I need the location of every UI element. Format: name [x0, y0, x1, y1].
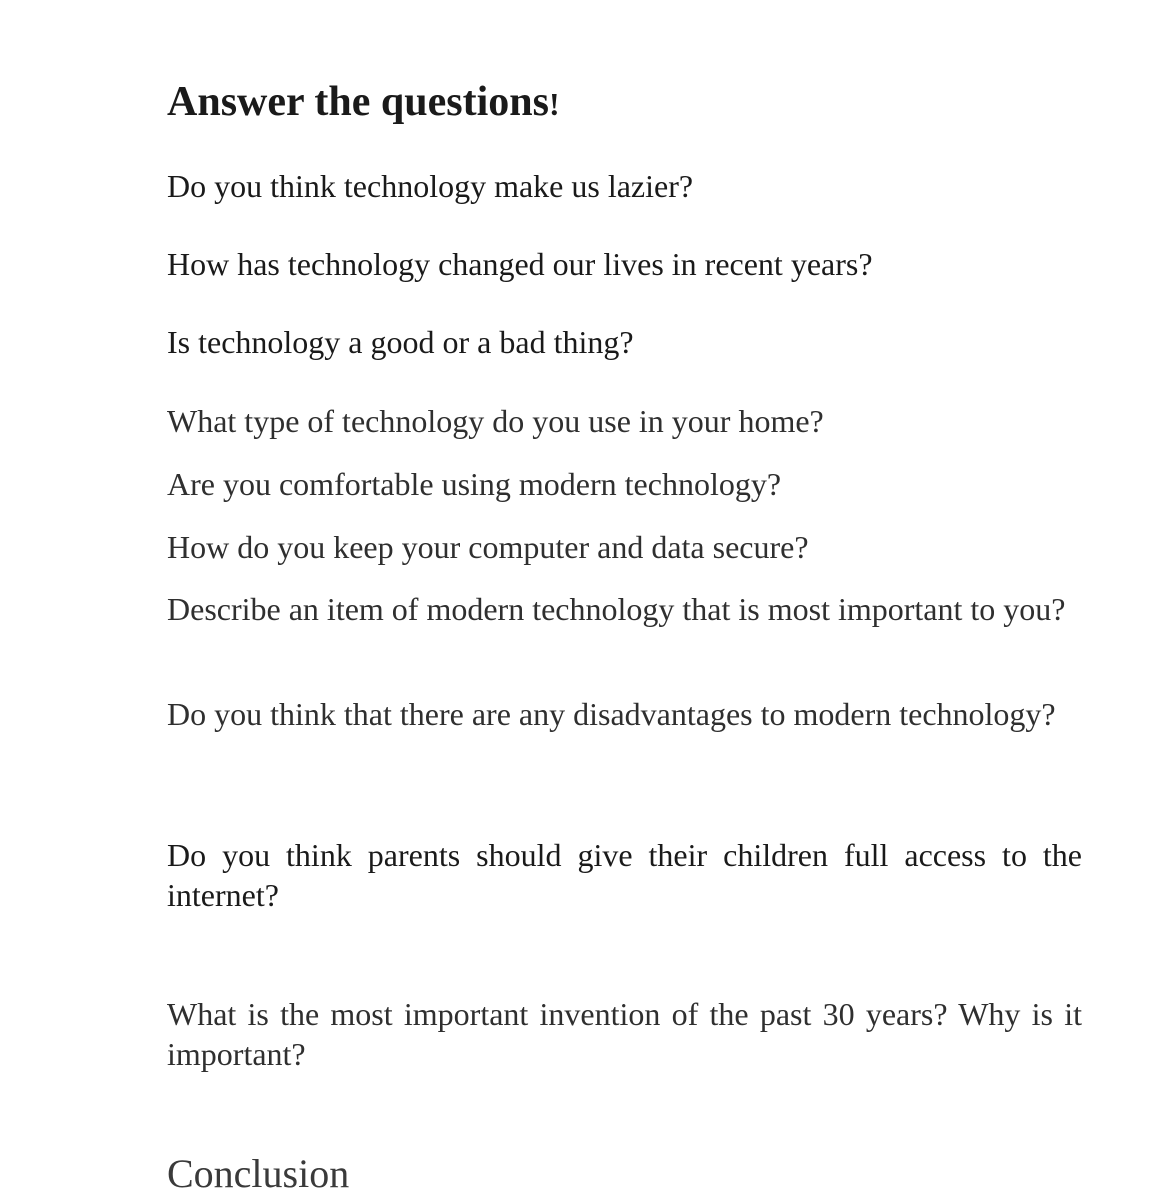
- cutoff-heading: [167, 1151, 467, 1196]
- question-6: How do you keep your computer and data secure?: [167, 529, 809, 565]
- page-title: [167, 78, 560, 128]
- question-5: Are you comfortable using modern technology?: [167, 466, 782, 502]
- title-exclamation: !: [548, 86, 560, 122]
- question-8: Do you think that there are any disadvantages to modern technology?: [167, 696, 1056, 732]
- title-text: Answer the questions: [167, 79, 549, 125]
- question-7: Describe an item of modern technology that is most important to you?: [167, 591, 1066, 627]
- cutoff-heading-text: Conclusion: [167, 1151, 350, 1196]
- question-2: How has technology changed our lives in recent years?: [167, 246, 873, 282]
- question-10: What is the most important invention of the past 30 years? Why is it important?: [167, 996, 1082, 1072]
- question-1: Do you think technology make us lazier?: [167, 168, 694, 204]
- question-3: Is technology a good or a bad thing?: [167, 324, 634, 360]
- question-9: Do you think parents should give their children full access to the internet?: [167, 837, 1082, 913]
- question-4: What type of technology do you use in your home?: [167, 403, 824, 439]
